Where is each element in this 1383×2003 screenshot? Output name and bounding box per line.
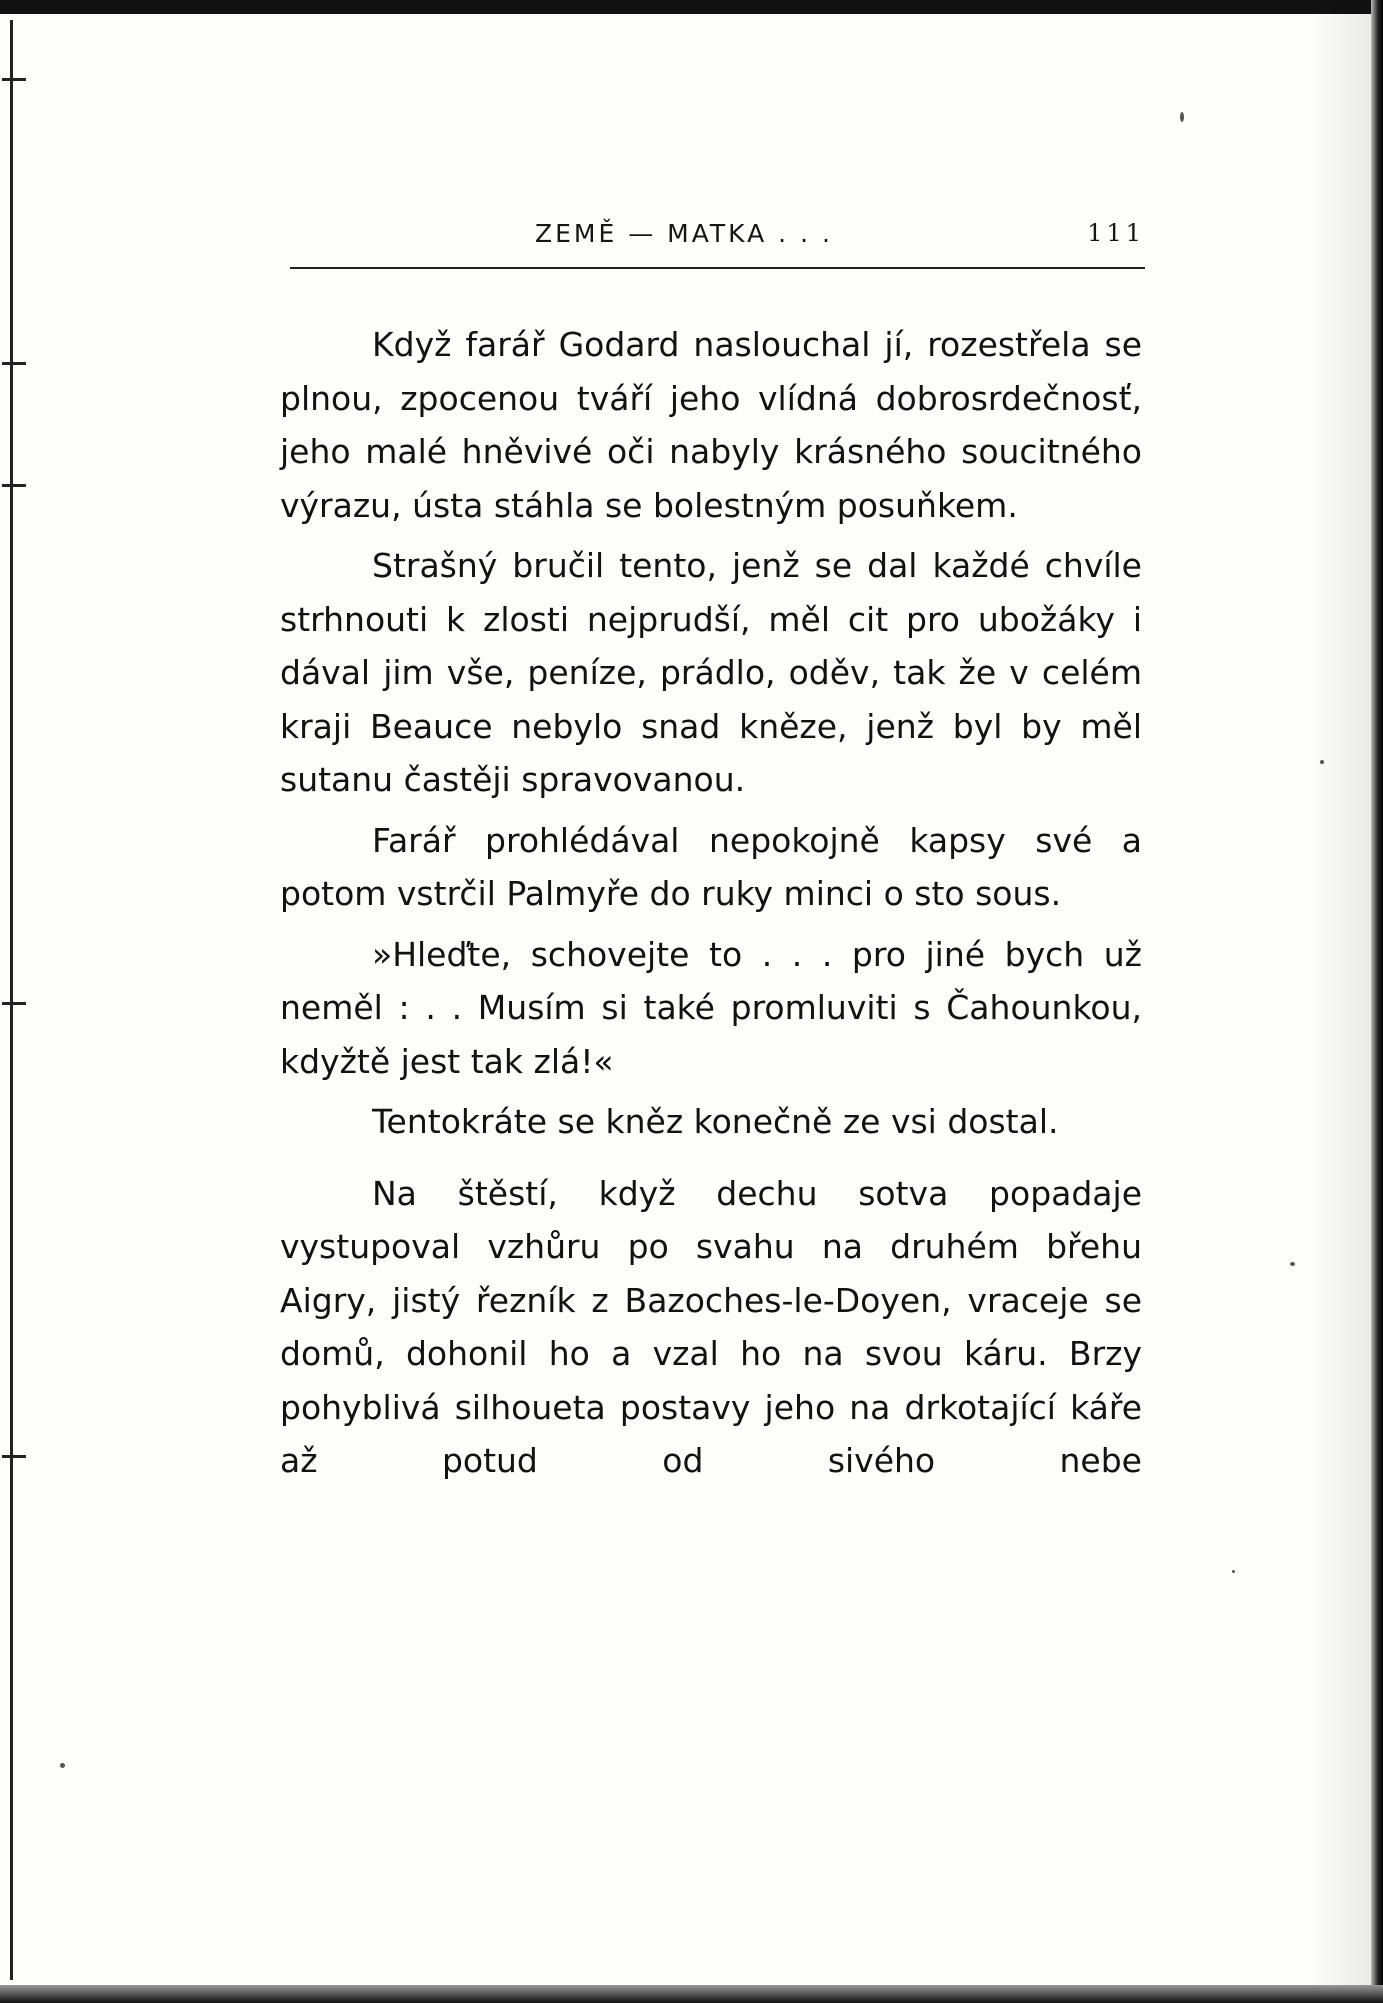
scan-edge-right — [1371, 0, 1383, 2003]
paragraph: Když farář Godard naslouchal jí, rozestřela se plnou, zpocenou tváří jeho vlídná dobrosrdečnosť, jeho malé hněvivé oči nabyly krásného soucitného výrazu, ústa stáhla se bolestným posuňkem. — [280, 325, 1142, 525]
body-text — [280, 318, 1142, 1488]
paragraph: Farář prohlédával nepokojně kapsy své a potom vstrčil Palmyře do ruky minci o sto sous. — [280, 820, 1142, 913]
scan-speck — [1320, 760, 1324, 764]
scan-shadow-right — [1311, 0, 1371, 2003]
scan-edge-bottom — [0, 1985, 1383, 2003]
scan-mark — [2, 1455, 26, 1458]
scan-edge-left — [10, 20, 13, 1980]
paragraph: Tentokráte se kněz konečně ze vsi dostal. — [372, 1102, 1059, 1141]
page-number: 111 — [1087, 219, 1145, 247]
scan-speck — [60, 1763, 65, 1768]
scan-edge-top — [0, 0, 1383, 14]
scan-speck — [1232, 1570, 1235, 1573]
scan-speck — [1290, 1262, 1295, 1266]
running-header — [290, 215, 1145, 255]
paragraph: »Hleďte, schovejte to . . . pro jiné bych už neměl : . . Musím si také promluviti s Čahounkou, kdyžtě jest tak zlá!« — [280, 934, 1142, 1081]
paragraph: Strašný bručil tento, jenž se dal každé chvíle strhnouti k zlosti nejprudší, měl cit pro ubožáky i dával jim vše, peníze, prádlo, oděv, tak že v celém kraji Beauce nebylo snad kněze, jenž byl by měl sutanu častěji spravovanou. — [280, 546, 1142, 799]
running-title: ZEMĚ — MATKA . . . — [535, 219, 833, 248]
scan-mark — [2, 362, 26, 365]
scan-mark — [2, 78, 26, 81]
header-rule — [290, 267, 1145, 269]
scan-speck — [1180, 112, 1184, 122]
scan-mark — [2, 484, 26, 487]
paragraph: Na štěstí, když dechu sotva popadaje vystupoval vzhůru po svahu na druhém břehu Aigry, jistý řezník z Bazoches-le-Doyen, vraceje se domů, dohonil ho a vzal ho na svou káru. Brzy pohyblivá silhoueta postavy jeho na drkotající káře až potud od sivého nebe — [280, 1173, 1142, 1480]
scan-mark — [2, 1002, 26, 1005]
